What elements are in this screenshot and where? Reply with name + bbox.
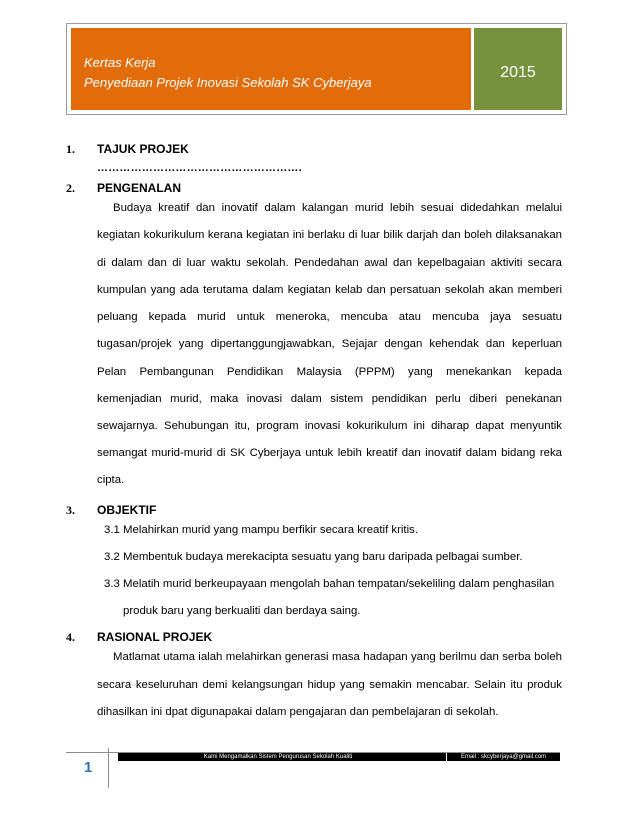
paragraph-line: sewajarnya. Sehubungan itu, program inovasi kokurikulum ini diharap dapat menyuntik: [97, 420, 562, 432]
section-3-title: OBJEKTIF: [97, 503, 157, 517]
paragraph-line: kemenjadian murid, maka inovasi dalam sistem pendidikan perlu diberi penekanan: [97, 393, 562, 405]
section-2-number: 2.: [66, 181, 75, 195]
paragraph-line: cipta.: [97, 474, 125, 486]
header-year: 2015: [500, 64, 536, 81]
section-4-number: 4.: [66, 630, 75, 644]
paragraph-line: di dalam dan di luar waktu sekolah. Pendedahan awal dan kepelbagaian aktiviti secara: [97, 257, 562, 269]
paragraph-line: tugasan/projek yang dipertanggungjawabkan, Sejajar dengan kehendak dan keperluan: [97, 338, 562, 350]
section-2-title: PENGENALAN: [97, 181, 182, 195]
objective-item: 3.3 Melatih murid berkeupayaan mengolah bahan tempatan/sekeliling dalam penghasilan: [104, 578, 555, 590]
paragraph-line: semangat murid-murid di SK Cyberjaya untuk lebih kreatif dan inovatif dalam bidang reka: [97, 447, 562, 459]
header-doc-title: Penyediaan Projek Inovasi Sekolah SK Cyberjaya: [84, 75, 372, 90]
header-doc-type: Kertas Kerja: [84, 55, 156, 70]
footer-motto: Kami Mengamalkan Sistem Pengurusan Sekolah Kualiti: [203, 754, 353, 760]
section-3-number: 3.: [66, 503, 75, 517]
footer-page-separator: [108, 748, 109, 788]
objective-item: 3.1 Melahirkan murid yang mampu berfikir secara kreatif kritis.: [104, 524, 418, 536]
paragraph-line: Budaya kreatif dan inovatif dalam kalangan murid lebih sesuai didedahkan melalui: [113, 202, 562, 214]
section-1-placeholder: ……………………………………………….: [97, 162, 302, 174]
page-number: 1: [84, 759, 93, 776]
footer-email: Email : skcyberjaya@gmail.com: [446, 753, 560, 761]
paragraph-line: secara keseluruhan demi kelangsungan hidup yang semakin mencabar. Selain itu produk: [97, 679, 562, 691]
paragraph-line: dihasilkan ini dpat digunapakai dalam pengajaran dan pembelajaran di sekolah.: [97, 706, 499, 718]
paragraph-line: kegiatan kokurikulum kerana kegiatan ini berlaku di luar bilik darjah dan boleh dilaksanakan: [97, 229, 562, 241]
section-1-number: 1.: [66, 142, 75, 156]
objective-item: 3.2 Membentuk budaya merekacipta sesuatu yang baru daripada pelbagai sumber.: [104, 551, 523, 563]
paragraph-line: Pelan Pembangunan Pendidikan Malaysia (PPPM) yang menekankan kepada: [97, 366, 562, 378]
paragraph-line: peluang kepada murid untuk meneroka, mencuba atau mencuba jaya sesuatu: [97, 311, 562, 323]
section-4-title: RASIONAL PROJEK: [97, 630, 213, 644]
paragraph-line: kumpulan yang ada terutama dalam kegiatan kelab dan persatuan sekolah akan memberi: [97, 284, 562, 296]
section-1-title: TAJUK PROJEK: [97, 142, 189, 156]
objective-item-continued: produk baru yang berkualiti dan berdaya saing.: [123, 605, 361, 617]
paragraph-line: Matlamat utama ialah melahirkan generasi masa hadapan yang berilmu dan serba boleh: [113, 651, 562, 663]
